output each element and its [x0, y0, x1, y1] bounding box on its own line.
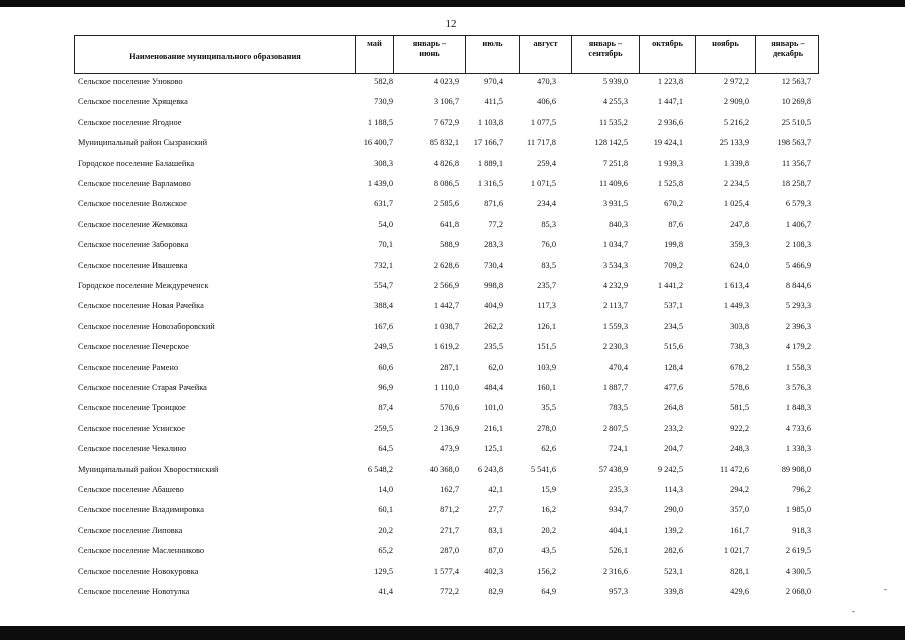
row-value: 724,1 — [609, 444, 628, 454]
row-name: Сельское поселение Чекалино — [78, 444, 187, 454]
row-value: 60,1 — [378, 505, 393, 515]
table-row — [0, 546, 905, 560]
row-value: 2 316,6 — [602, 566, 628, 576]
row-name: Муниципальный район Сызранский — [78, 138, 208, 148]
row-value: 3 106,7 — [433, 97, 459, 107]
table-row — [0, 138, 905, 152]
row-value: 1 525,8 — [657, 179, 683, 188]
row-value: 588,9 — [440, 240, 459, 250]
row-name: Сельское поселение Новотулка — [78, 587, 190, 596]
row-value: 235,7 — [537, 281, 556, 290]
row-value: 235,5 — [484, 342, 503, 352]
row-value: 290,0 — [664, 505, 683, 515]
row-value: 54,0 — [378, 219, 393, 229]
row-value: 1 339,8 — [723, 158, 749, 168]
row-value: 20,2 — [541, 525, 556, 535]
row-value: 83,1 — [488, 525, 503, 535]
row-value: 25 133,9 — [719, 138, 749, 148]
row-value: 77,2 — [488, 219, 503, 229]
row-value: 17 166,7 — [473, 138, 503, 148]
row-value: 9 242,5 — [657, 464, 683, 474]
row-value: 70,1 — [378, 240, 393, 250]
row-value: 411,5 — [484, 97, 503, 107]
row-value: 42,1 — [488, 485, 503, 494]
table-row — [0, 363, 905, 377]
row-name: Сельское поселение Печерское — [78, 342, 189, 352]
row-value: 271,7 — [440, 525, 459, 535]
row-value: 1 439,0 — [367, 179, 393, 188]
row-value: 2 136,9 — [433, 423, 459, 433]
row-value: 4 255,3 — [602, 97, 628, 107]
row-value: 87,6 — [668, 219, 683, 229]
row-value: 85,3 — [541, 219, 556, 229]
table-row — [0, 301, 905, 315]
row-value: 16 400,7 — [363, 138, 393, 148]
row-value: 10 269,8 — [781, 97, 811, 107]
row-value: 151,5 — [537, 342, 556, 352]
row-value: 1 577,4 — [433, 566, 459, 576]
row-value: 2 936,6 — [657, 117, 683, 127]
row-value: 4 179,2 — [785, 342, 811, 352]
row-value: 1 077,5 — [530, 117, 556, 127]
row-value: 235,3 — [609, 485, 628, 494]
row-value: 473,9 — [440, 444, 459, 454]
row-value: 43,5 — [541, 546, 556, 556]
row-value: 11 409,6 — [598, 179, 628, 188]
row-value: 160,1 — [537, 383, 556, 392]
row-value: 1 338,3 — [785, 444, 811, 454]
row-value: 1 406,7 — [785, 219, 811, 229]
row-value: 27,7 — [488, 505, 503, 515]
table-row — [0, 199, 905, 213]
row-name: Сельское поселение Волжское — [78, 199, 187, 209]
row-value: 3 931,5 — [602, 199, 628, 209]
row-value: 709,2 — [664, 260, 683, 270]
row-value: 1 848,3 — [785, 403, 811, 413]
row-value: 484,4 — [484, 383, 503, 392]
header-col-line1: январь – — [771, 39, 805, 48]
row-value: 934,7 — [609, 505, 628, 515]
scan-mark: - — [852, 607, 855, 616]
row-value: 1 223,8 — [657, 77, 683, 86]
row-value: 25 510,5 — [781, 117, 811, 127]
row-value: 5 466,9 — [785, 260, 811, 270]
row-value: 247,8 — [730, 219, 749, 229]
row-value: 581,5 — [730, 403, 749, 413]
row-value: 4 023,9 — [433, 77, 459, 86]
row-value: 264,8 — [664, 403, 683, 413]
row-value: 303,8 — [730, 321, 749, 331]
row-value: 126,1 — [537, 321, 556, 331]
table-row — [0, 383, 905, 397]
row-value: 402,3 — [484, 566, 503, 576]
row-value: 2 909,0 — [723, 97, 749, 107]
row-name: Сельское поселение Жемковка — [78, 219, 188, 229]
row-value: 1 558,3 — [785, 362, 811, 372]
row-value: 20,2 — [378, 525, 393, 535]
table-row — [0, 281, 905, 295]
row-name: Сельское поселение Ивашевка — [78, 260, 188, 270]
row-name: Сельское поселение Усинское — [78, 423, 185, 433]
row-value: 2 396,3 — [785, 321, 811, 331]
row-value: 282,6 — [664, 546, 683, 556]
header-col-line1: август — [533, 39, 558, 48]
row-value: 8 086,5 — [433, 179, 459, 188]
row-value: 2 108,3 — [785, 240, 811, 250]
row-value: 582,8 — [374, 77, 393, 86]
row-value: 83,5 — [541, 260, 556, 270]
row-value: 64,5 — [378, 444, 393, 454]
row-value: 5 293,3 — [785, 301, 811, 311]
row-value: 730,4 — [484, 260, 503, 270]
row-name: Сельское поселение Липовка — [78, 525, 183, 535]
row-value: 738,3 — [730, 342, 749, 352]
header-col-line1: ноябрь — [712, 39, 739, 48]
row-value: 128 142,5 — [594, 138, 628, 148]
row-value: 2 230,3 — [602, 342, 628, 352]
row-value: 125,1 — [484, 444, 503, 454]
row-value: 16,2 — [541, 505, 556, 515]
row-name: Сельское поселение Старая Рачейка — [78, 383, 207, 392]
row-value: 2 807,5 — [602, 423, 628, 433]
row-value: 216,1 — [484, 423, 503, 433]
row-value: 262,2 — [484, 321, 503, 331]
row-value: 7 251,8 — [602, 158, 628, 168]
row-value: 283,3 — [484, 240, 503, 250]
row-value: 631,7 — [374, 199, 393, 209]
row-value: 3 534,3 — [602, 260, 628, 270]
row-value: 103,9 — [537, 362, 556, 372]
row-value: 62,6 — [541, 444, 556, 454]
table-row — [0, 220, 905, 234]
row-value: 259,5 — [374, 423, 393, 433]
table-row — [0, 261, 905, 275]
table-row — [0, 322, 905, 336]
row-value: 15,9 — [541, 485, 556, 494]
row-value: 730,9 — [374, 97, 393, 107]
row-value: 259,4 — [537, 158, 556, 168]
row-value: 1 441,2 — [657, 281, 683, 290]
row-value: 404,9 — [484, 301, 503, 311]
header-col-line2: декабрь — [772, 49, 804, 58]
row-value: 11 472,6 — [719, 464, 749, 474]
row-value: 87,0 — [488, 546, 503, 556]
row-value: 2 113,7 — [603, 301, 628, 311]
row-value: 5 939,0 — [602, 77, 628, 86]
row-value: 6 243,8 — [477, 464, 503, 474]
row-value: 76,0 — [541, 240, 556, 250]
table-row — [0, 342, 905, 356]
row-value: 234,4 — [537, 199, 556, 209]
row-value: 12 563,7 — [781, 77, 811, 86]
row-value: 5 541,6 — [530, 464, 556, 474]
row-name: Сельское поселение Новозаборовский — [78, 321, 215, 331]
row-value: 11 356,7 — [781, 158, 811, 168]
row-value: 871,2 — [440, 505, 459, 515]
row-name: Сельское поселение Ягодное — [78, 117, 182, 127]
header-col-line1: октябрь — [652, 39, 683, 48]
row-value: 470,4 — [609, 362, 628, 372]
row-value: 388,4 — [374, 301, 393, 311]
table-row — [0, 240, 905, 254]
row-value: 1 034,7 — [602, 240, 628, 250]
table-row — [0, 587, 905, 601]
row-value: 2 619,5 — [785, 546, 811, 556]
row-value: 732,1 — [374, 260, 393, 270]
scan-mark: - — [884, 585, 887, 594]
row-value: 65,2 — [378, 546, 393, 556]
row-value: 64,9 — [541, 587, 556, 596]
row-value: 4 733,6 — [785, 423, 811, 433]
row-name: Сельское поселение Новая Рачейка — [78, 301, 204, 311]
row-value: 85 832,1 — [429, 138, 459, 148]
row-name: Городское поселение Балашейка — [78, 158, 195, 168]
row-value: 57 438,9 — [598, 464, 628, 474]
row-value: 840,3 — [609, 219, 628, 229]
row-value: 1 025,4 — [723, 199, 749, 209]
row-name: Городское поселение Междуреченск — [78, 281, 209, 290]
row-value: 1 619,2 — [433, 342, 459, 352]
row-value: 233,2 — [664, 423, 683, 433]
row-value: 199,8 — [664, 240, 683, 250]
row-value: 1 449,3 — [723, 301, 749, 311]
row-value: 248,3 — [730, 444, 749, 454]
row-value: 515,6 — [664, 342, 683, 352]
page-number: 12 — [445, 18, 457, 30]
row-value: 1 939,3 — [657, 158, 683, 168]
row-value: 359,3 — [730, 240, 749, 250]
row-value: 922,2 — [730, 423, 749, 433]
row-value: 772,2 — [440, 587, 459, 596]
row-value: 11 717,8 — [526, 138, 556, 148]
row-value: 470,3 — [537, 77, 556, 86]
header-col-line1: январь – — [588, 39, 623, 48]
row-value: 1 071,5 — [530, 179, 556, 188]
header-col-line2: июнь — [419, 49, 440, 58]
row-value: 287,1 — [440, 362, 459, 372]
row-value: 11 535,2 — [598, 117, 628, 127]
row-value: 670,2 — [664, 199, 683, 209]
table-row — [0, 97, 905, 111]
row-value: 1 103,8 — [477, 117, 503, 127]
row-value: 4 826,8 — [433, 158, 459, 168]
table-row — [0, 485, 905, 499]
row-value: 4 232,9 — [602, 281, 628, 290]
row-value: 477,6 — [664, 383, 683, 392]
row-value: 404,1 — [609, 525, 628, 535]
row-value: 1 447,1 — [657, 97, 683, 107]
row-value: 1 985,0 — [785, 505, 811, 515]
row-value: 114,3 — [664, 485, 683, 494]
scan-bottom-border — [0, 626, 905, 640]
row-value: 783,5 — [609, 403, 628, 413]
row-value: 7 672,9 — [433, 117, 459, 127]
header-col-line1: январь – — [412, 39, 447, 48]
header-name-column: Наименование муниципального образования — [129, 52, 301, 61]
table-row — [0, 567, 905, 581]
row-value: 2 972,2 — [723, 77, 749, 86]
row-name: Сельское поселение Варламово — [78, 179, 191, 188]
table-row — [0, 505, 905, 519]
row-value: 14,0 — [378, 485, 393, 494]
row-value: 19 424,1 — [653, 138, 683, 148]
row-value: 60,6 — [378, 362, 393, 372]
row-value: 96,9 — [378, 383, 393, 392]
row-value: 2 068,0 — [785, 587, 811, 596]
row-value: 578,6 — [730, 383, 749, 392]
row-value: 1 021,7 — [723, 546, 749, 556]
row-value: 796,2 — [792, 485, 811, 494]
row-value: 357,0 — [730, 505, 749, 515]
row-name: Сельское поселение Владимировка — [78, 505, 204, 515]
row-value: 1 887,7 — [602, 383, 628, 392]
row-value: 918,3 — [792, 525, 811, 535]
table-row — [0, 465, 905, 479]
row-value: 3 576,3 — [785, 383, 811, 392]
row-value: 89 908,0 — [781, 464, 811, 474]
row-name: Сельское поселение Масленниково — [78, 546, 205, 556]
row-value: 526,1 — [609, 546, 628, 556]
row-value: 957,3 — [609, 587, 628, 596]
row-value: 429,6 — [730, 587, 749, 596]
row-name: Сельское поселение Рамено — [78, 362, 179, 372]
row-value: 554,7 — [374, 281, 393, 290]
row-value: 40 368,0 — [429, 464, 459, 474]
row-value: 970,4 — [484, 77, 503, 86]
row-value: 287,0 — [440, 546, 459, 556]
row-value: 339,8 — [664, 587, 683, 596]
row-value: 128,4 — [664, 362, 683, 372]
row-value: 278,0 — [537, 423, 556, 433]
row-name: Сельское поселение Троицкое — [78, 403, 186, 413]
row-value: 570,6 — [440, 403, 459, 413]
row-value: 82,9 — [488, 587, 503, 596]
row-name: Сельское поселение Хрящевка — [78, 97, 188, 107]
row-value: 62,0 — [488, 362, 503, 372]
row-value: 198 563,7 — [777, 138, 811, 148]
row-value: 1 316,5 — [477, 179, 503, 188]
row-value: 1 188,5 — [367, 117, 393, 127]
table-row — [0, 77, 905, 91]
row-value: 129,5 — [374, 566, 393, 576]
row-value: 4 300,5 — [785, 566, 811, 576]
row-value: 2 628,6 — [433, 260, 459, 270]
row-value: 406,6 — [537, 97, 556, 107]
row-value: 1 442,7 — [433, 301, 459, 311]
row-name: Сельское поселение Абашево — [78, 485, 184, 494]
header-col-line1: июль — [482, 39, 503, 48]
row-name: Сельское поселение Узюково — [78, 77, 183, 86]
row-value: 998,8 — [484, 281, 503, 290]
header-col-line1: май — [367, 39, 382, 48]
row-value: 18 258,7 — [781, 179, 811, 188]
row-name: Сельское поселение Новокуровка — [78, 566, 199, 576]
row-value: 678,2 — [730, 362, 749, 372]
row-value: 162,7 — [440, 485, 459, 494]
row-value: 167,6 — [374, 321, 393, 331]
row-value: 117,3 — [537, 301, 556, 311]
row-value: 308,3 — [374, 158, 393, 168]
row-value: 249,5 — [374, 342, 393, 352]
row-value: 35,5 — [541, 403, 556, 413]
row-value: 101,0 — [484, 403, 503, 413]
row-value: 6 548,2 — [367, 464, 393, 474]
row-value: 1 559,3 — [602, 321, 628, 331]
table-row — [0, 159, 905, 173]
row-value: 204,7 — [664, 444, 683, 454]
table-row — [0, 424, 905, 438]
row-value: 5 216,2 — [723, 117, 749, 127]
table-row — [0, 118, 905, 132]
row-value: 537,1 — [664, 301, 683, 311]
row-value: 828,1 — [730, 566, 749, 576]
row-value: 624,0 — [730, 260, 749, 270]
row-value: 1 889,1 — [477, 158, 503, 168]
row-value: 1 110,0 — [434, 383, 459, 392]
row-value: 156,2 — [537, 566, 556, 576]
row-value: 2 566,9 — [433, 281, 459, 290]
row-value: 41,4 — [378, 587, 393, 596]
row-value: 1 613,4 — [723, 281, 749, 290]
row-value: 139,2 — [664, 525, 683, 535]
row-value: 523,1 — [664, 566, 683, 576]
row-value: 1 038,7 — [433, 321, 459, 331]
row-value: 2 234,5 — [723, 179, 749, 188]
table-row — [0, 179, 905, 193]
row-value: 294,2 — [730, 485, 749, 494]
row-value: 8 844,6 — [785, 281, 811, 290]
row-value: 161,7 — [730, 525, 749, 535]
row-name: Муниципальный район Хворостянский — [78, 464, 219, 474]
row-value: 2 585,6 — [433, 199, 459, 209]
table-row — [0, 526, 905, 540]
table-row — [0, 444, 905, 458]
row-value: 871,6 — [484, 199, 503, 209]
table-row — [0, 403, 905, 417]
header-col-line2: сентябрь — [588, 49, 623, 58]
row-name: Сельское поселение Заборовка — [78, 240, 189, 250]
row-value: 6 579,3 — [785, 199, 811, 209]
row-value: 641,8 — [440, 219, 459, 229]
row-value: 87,4 — [378, 403, 393, 413]
row-value: 234,5 — [664, 321, 683, 331]
